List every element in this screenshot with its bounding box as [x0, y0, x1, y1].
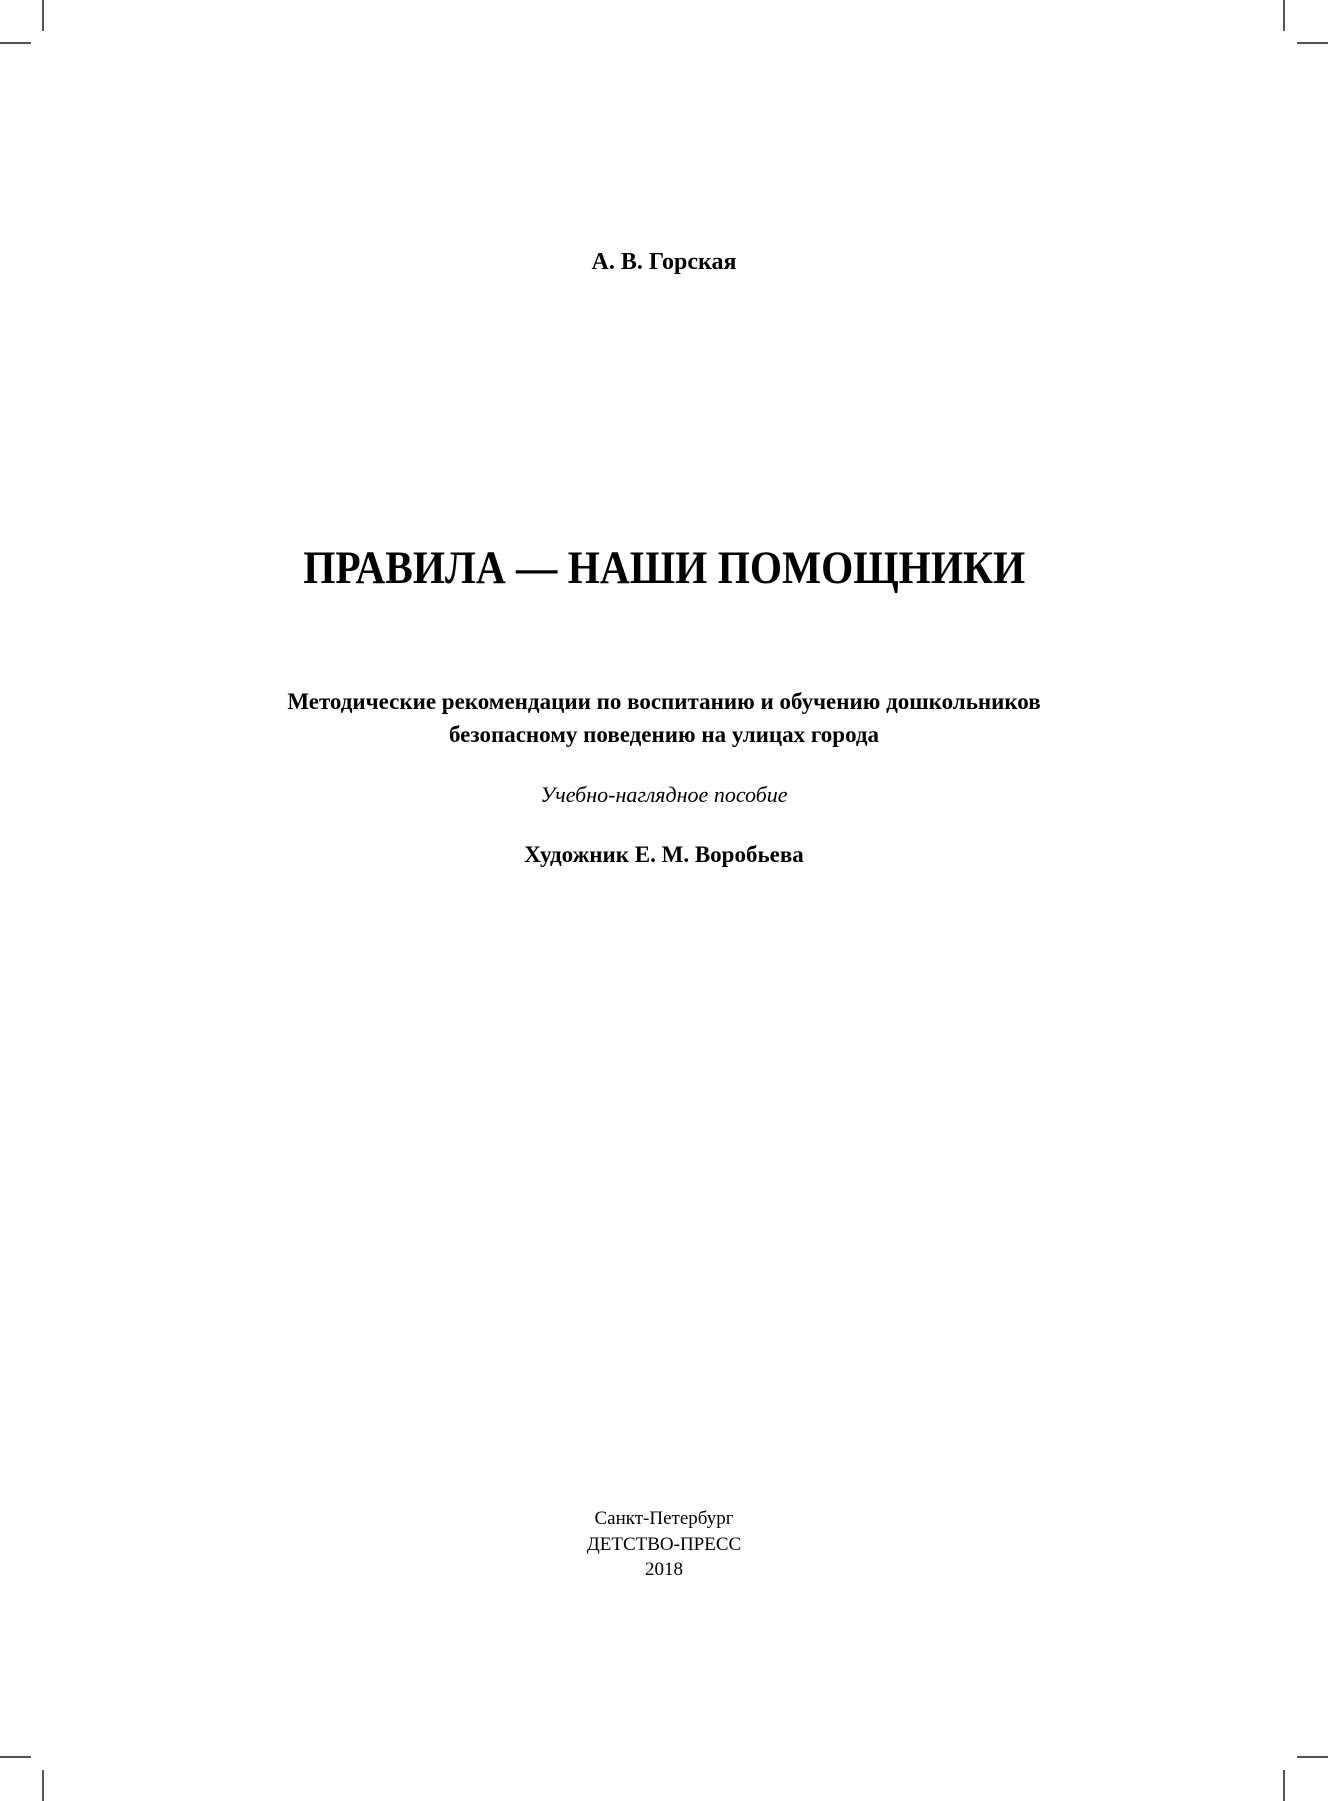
crop-mark-top-right-horizontal — [1297, 42, 1328, 44]
author-name: А. В. Горская — [591, 249, 737, 275]
illustrator-credit: Художник Е. М. Воробьева — [524, 842, 804, 867]
crop-mark-top-left-horizontal — [0, 42, 31, 44]
subtitle-line-1: Методические рекомендации по воспитанию и обучению дошкольников — [287, 689, 1041, 714]
book-subtitle — [0, 685, 1328, 751]
book-title — [0, 538, 1328, 598]
imprint-city: Санкт-Петербург — [594, 1508, 734, 1529]
crop-mark-bottom-left-vertical — [42, 1770, 44, 1801]
book-title-text: ПРАВИЛА — НАШИ ПОМОЩНИКИ — [303, 542, 1025, 594]
crop-mark-bottom-left-horizontal — [0, 1756, 31, 1758]
crop-mark-bottom-right-horizontal — [1297, 1756, 1328, 1758]
imprint-block — [0, 1506, 1328, 1583]
subtitle-line-2: безопасному поведению на улицах города — [448, 722, 880, 747]
crop-mark-top-left-vertical — [42, 0, 44, 31]
imprint-publisher: ДЕТСТВО-ПРЕСС — [586, 1533, 742, 1555]
crop-mark-top-right-vertical — [1283, 0, 1285, 31]
crop-mark-bottom-right-vertical — [1283, 1770, 1285, 1801]
publication-genre: Учебно-наглядное пособие — [540, 782, 788, 807]
imprint-year: 2018 — [645, 1559, 683, 1580]
